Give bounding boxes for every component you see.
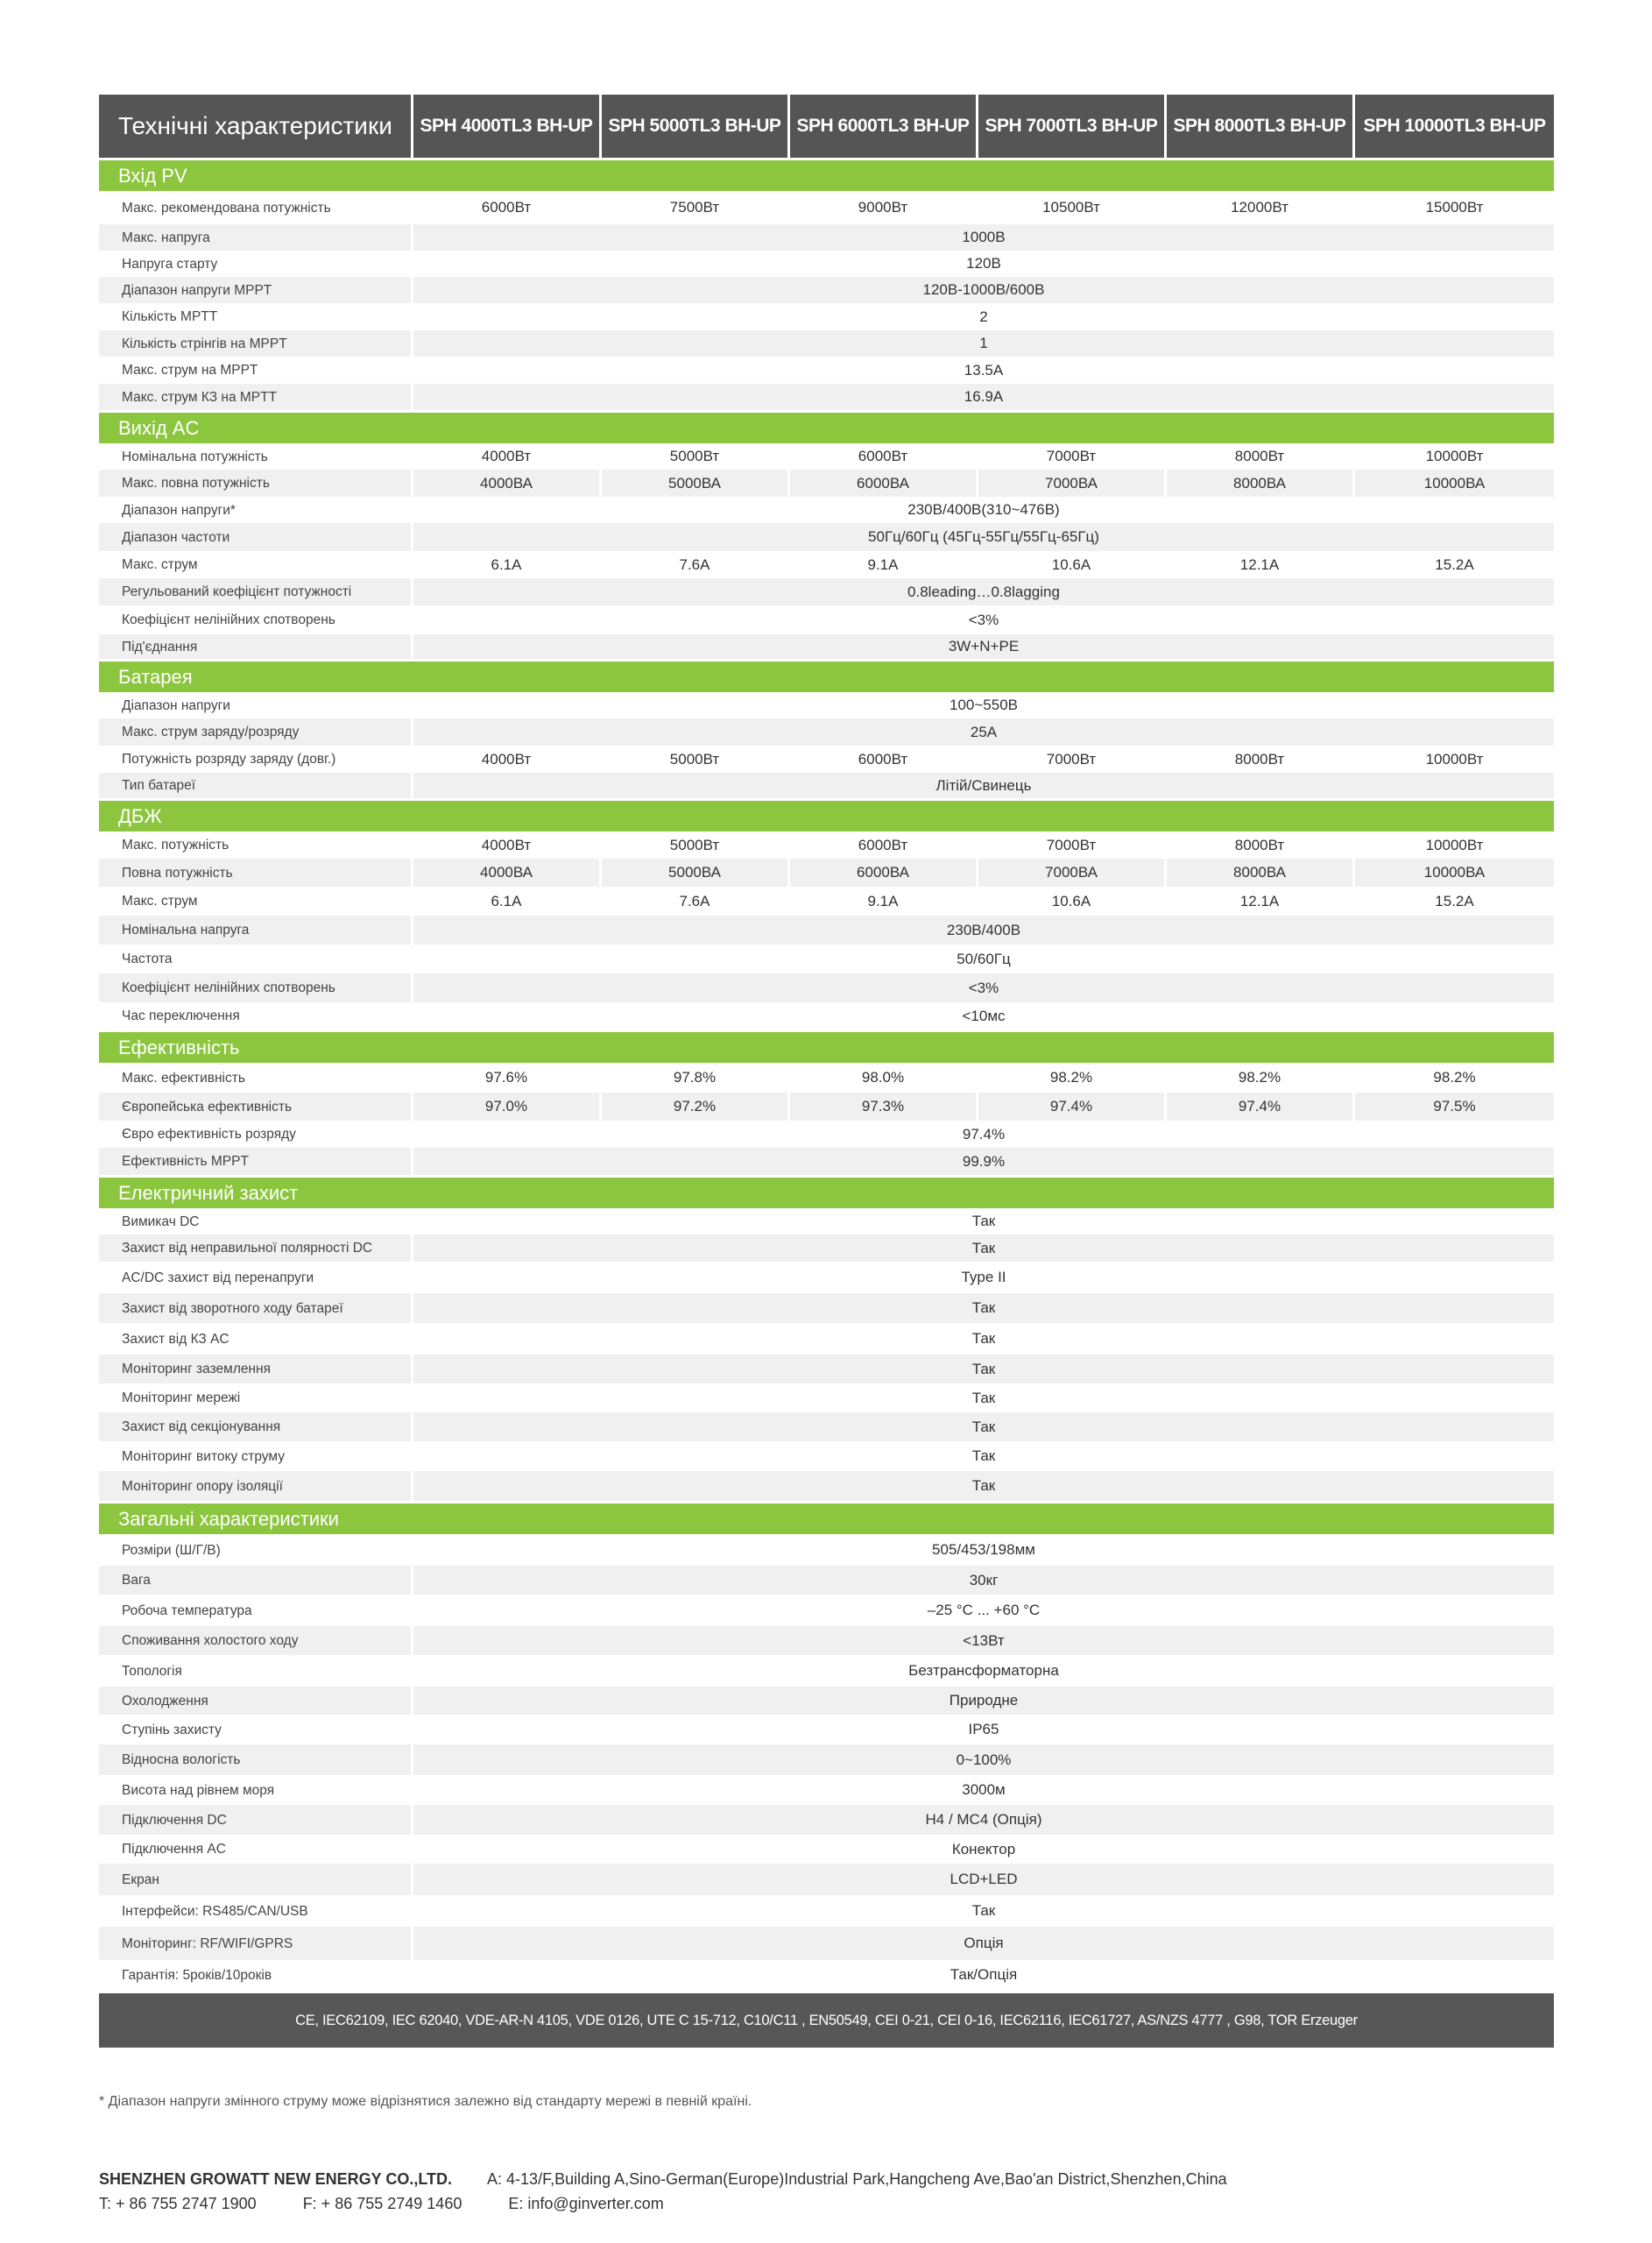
cell-value: 4000Вт — [411, 443, 599, 470]
company-line — [99, 2170, 1227, 2189]
row-label: Діапазон частоти — [122, 529, 230, 545]
phone: T: + 86 755 2747 1900 — [99, 2195, 257, 2212]
cell-value: 97.2% — [599, 1093, 787, 1121]
cell-value: 7.6A — [599, 551, 787, 578]
cell-value: 97.3% — [787, 1093, 976, 1121]
cell-value: 7000Вт — [976, 831, 1164, 859]
row-label: Кількість MPTT — [122, 309, 218, 324]
table-row — [99, 1121, 1554, 1148]
row-label: Коефіцієнт нелінійних спотворень — [122, 612, 335, 627]
row-label: Відносна вологість — [122, 1752, 241, 1767]
row-label: Коефіцієнт нелінійних спотворень — [122, 980, 335, 995]
cell-value: 97.4% — [976, 1093, 1164, 1121]
section-header: Електричний захист — [99, 1178, 1554, 1208]
row-label: Євро ефективність розряду — [122, 1127, 296, 1142]
table-row — [99, 1927, 1554, 1960]
cell-value: 8000Вт — [1164, 443, 1352, 470]
cell-value-shared: Конектор — [411, 1835, 1554, 1864]
table-row — [99, 634, 1554, 659]
cell-value-shared: Так — [411, 1383, 1554, 1412]
table-row — [99, 1002, 1554, 1030]
table-row — [99, 277, 1554, 303]
row-label: Повна потужність — [122, 865, 233, 881]
cell-value: 4000ВА — [411, 470, 599, 497]
row-label: Тип батареї — [122, 778, 196, 793]
table-row — [99, 1293, 1554, 1323]
cell-value: 6.1A — [411, 887, 599, 916]
cell-value-shared: Безтрансформаторна — [411, 1655, 1554, 1687]
cell-value-shared: 99.9% — [411, 1148, 1554, 1175]
cell-value-shared: 16.9A — [411, 384, 1554, 410]
row-label: Макс. повна потужність — [122, 476, 270, 491]
row-label: Макс. напруга — [122, 230, 210, 245]
row-label: Захист від неправильної полярності DC — [122, 1241, 373, 1256]
cell-value-shared: Так — [411, 1208, 1554, 1235]
row-label: Європейська ефективність — [122, 1099, 293, 1114]
section-header: Ефективність — [99, 1032, 1554, 1063]
cell-value: 6000ВА — [787, 470, 976, 497]
cell-value: 6000Вт — [411, 191, 599, 224]
cell-value-shared: 120В-1000В/600В — [411, 277, 1554, 303]
cell-value: 9000Вт — [787, 191, 976, 224]
cell-value-shared: Так — [411, 1412, 1554, 1441]
certifications-bar: CE, IEC62109, IEC 62040, VDE-AR-N 4105, VDE 0126, UTE C 15-712, C10/C11 , EN50549, CEI 0-21, CEI 0-16, IEC62116, IEC61727, AS/NZS 4777 , G98, TOR Erzeuger — [99, 1993, 1554, 2048]
cell-value: 10000Вт — [1352, 831, 1554, 859]
table-row — [99, 1835, 1554, 1864]
cell-value-shared: Так — [411, 1895, 1554, 1927]
cell-value-shared: 3W+N+PE — [411, 634, 1554, 659]
row-label: Макс. ефективність — [122, 1070, 245, 1086]
section-header: ДБЖ — [99, 801, 1554, 831]
cell-value: 8000ВА — [1164, 859, 1352, 887]
row-label: Номінальна напруга — [122, 923, 250, 938]
row-label: Підключення DC — [122, 1812, 227, 1828]
cell-value: 5000ВА — [599, 470, 787, 497]
table-row — [99, 357, 1554, 384]
row-label: Моніторинг: RF/WIFI/GPRS — [122, 1935, 293, 1951]
cell-value: 98.0% — [787, 1063, 976, 1093]
table-title: Технічні характеристики — [118, 112, 392, 139]
table-row — [99, 251, 1554, 277]
model-header: SPH 4000TL3 BH-UP — [411, 95, 599, 158]
cell-value: 10500Вт — [976, 191, 1164, 224]
cell-value: 12000Вт — [1164, 191, 1352, 224]
model-header: SPH 10000TL3 BH-UP — [1352, 95, 1554, 158]
cell-value-shared: <13Вт — [411, 1626, 1554, 1655]
cell-value-shared: 30кг — [411, 1566, 1554, 1595]
table-row — [99, 1775, 1554, 1805]
table-row — [99, 1960, 1554, 1990]
row-label: Вимикач DC — [122, 1213, 200, 1229]
spec-table — [99, 95, 1554, 2048]
cell-value-shared: <10мс — [411, 1002, 1554, 1030]
row-label: Інтерфейси: RS485/CAN/USB — [122, 1903, 308, 1919]
row-label: Захист від зворотного ходу батареї — [122, 1300, 343, 1316]
table-row — [99, 1208, 1554, 1235]
cell-value: 97.8% — [599, 1063, 787, 1093]
table-row — [99, 224, 1554, 251]
row-label: Споживання холостого ходу — [122, 1633, 299, 1648]
cell-value-shared: 0~100% — [411, 1744, 1554, 1775]
table-row — [99, 330, 1554, 357]
section-header: Вихід AC — [99, 413, 1554, 443]
table-row — [99, 1148, 1554, 1175]
table-row — [99, 605, 1554, 634]
row-label: Діапазон напруги MPPT — [122, 282, 272, 298]
cell-value-shared: Так — [411, 1355, 1554, 1383]
cell-value: 8000ВА — [1164, 470, 1352, 497]
row-label: Захист від секціонування — [122, 1419, 281, 1434]
row-label: Моніторинг мережі — [122, 1390, 241, 1405]
table-row — [99, 1063, 1554, 1093]
row-label: Макс. струм — [122, 557, 198, 572]
row-label: Ступінь захисту — [122, 1722, 222, 1737]
cell-value-shared: 1000В — [411, 224, 1554, 251]
table-row — [99, 1323, 1554, 1355]
cell-value-shared: 3000м — [411, 1775, 1554, 1805]
section-header: Батарея — [99, 662, 1554, 692]
section-header: Загальні характеристики — [99, 1504, 1554, 1534]
row-label: Напруга старту — [122, 256, 218, 272]
cell-value: 15.2A — [1352, 551, 1554, 578]
table-row — [99, 1471, 1554, 1501]
cell-value: 7000Вт — [976, 746, 1164, 773]
model-header: SPH 8000TL3 BH-UP — [1164, 95, 1352, 158]
cell-value-shared: 0.8leading…0.8lagging — [411, 578, 1554, 605]
table-row — [99, 551, 1554, 578]
table-row — [99, 887, 1554, 916]
cell-value: 6000Вт — [787, 746, 976, 773]
table-row — [99, 191, 1554, 224]
table-header — [99, 95, 1554, 158]
cell-value: 97.5% — [1352, 1093, 1554, 1121]
cell-value-shared: 230В/400В — [411, 916, 1554, 945]
table-row — [99, 973, 1554, 1002]
cell-value: 10000ВА — [1352, 470, 1554, 497]
table-row — [99, 303, 1554, 330]
email: E: info@ginverter.com — [508, 2195, 664, 2212]
cell-value: 6.1A — [411, 551, 599, 578]
cell-value: 5000ВА — [599, 859, 787, 887]
cell-value: 10.6A — [976, 551, 1164, 578]
cell-value: 9.1A — [787, 887, 976, 916]
table-row — [99, 1687, 1554, 1715]
row-label: Макс. струм — [122, 894, 198, 909]
model-header: SPH 6000TL3 BH-UP — [787, 95, 976, 158]
table-body — [99, 160, 1554, 1990]
cell-value-shared: 230В/400В(310~476В) — [411, 497, 1554, 523]
cell-value-shared: 120В — [411, 251, 1554, 277]
cell-value: 7.6A — [599, 887, 787, 916]
row-label: Екран — [122, 1872, 159, 1887]
cell-value: 98.2% — [976, 1063, 1164, 1093]
table-row — [99, 1566, 1554, 1595]
row-label: Макс. потужність — [122, 838, 229, 853]
cell-value-shared: Так — [411, 1235, 1554, 1262]
cell-value-shared: IP65 — [411, 1715, 1554, 1744]
cell-value: 97.4% — [1164, 1093, 1352, 1121]
cell-value-shared: Так — [411, 1441, 1554, 1471]
table-row — [99, 692, 1554, 718]
cell-value: 12.1A — [1164, 551, 1352, 578]
model-header: SPH 7000TL3 BH-UP — [976, 95, 1164, 158]
cell-value: 7000Вт — [976, 443, 1164, 470]
cell-value: 8000Вт — [1164, 831, 1352, 859]
table-row — [99, 1534, 1554, 1566]
row-label: Вага — [122, 1573, 151, 1588]
table-row — [99, 1744, 1554, 1775]
table-row — [99, 1235, 1554, 1262]
cell-value: 10.6A — [976, 887, 1164, 916]
table-row — [99, 1805, 1554, 1835]
row-label: Топологія — [122, 1663, 182, 1679]
table-row — [99, 773, 1554, 798]
row-label: Охолодження — [122, 1693, 208, 1709]
row-label: Діапазон напруги — [122, 697, 230, 713]
table-row — [99, 1715, 1554, 1744]
cell-value-shared: 13.5A — [411, 357, 1554, 384]
cell-value: 98.2% — [1164, 1063, 1352, 1093]
cell-value: 97.0% — [411, 1093, 599, 1121]
cell-value: 98.2% — [1352, 1063, 1554, 1093]
table-row — [99, 1412, 1554, 1441]
row-label: Під'єднання — [122, 639, 198, 655]
table-row — [99, 1441, 1554, 1471]
row-label: Макс. рекомендована потужність — [122, 200, 331, 216]
cell-value-shared: <3% — [411, 605, 1554, 634]
cell-value-shared: Так — [411, 1293, 1554, 1323]
table-row — [99, 1093, 1554, 1121]
model-header: SPH 5000TL3 BH-UP — [599, 95, 787, 158]
table-row — [99, 523, 1554, 551]
row-label: AC/DC захист від перенапруги — [122, 1270, 314, 1285]
table-row — [99, 1655, 1554, 1687]
row-label: Захист від КЗ AC — [122, 1331, 229, 1347]
cell-value: 9.1A — [787, 551, 976, 578]
table-row — [99, 443, 1554, 470]
company-name: SHENZHEN GROWATT NEW ENERGY CO.,LTD. — [99, 2170, 453, 2188]
cell-value: 97.6% — [411, 1063, 599, 1093]
contact-line — [99, 2195, 706, 2213]
cell-value-shared: 1 — [411, 330, 1554, 357]
row-label: Робоча температура — [122, 1603, 252, 1618]
row-label: Регульований коефіцієнт потужності — [122, 584, 352, 599]
table-row — [99, 384, 1554, 410]
cell-value: 4000Вт — [411, 746, 599, 773]
cell-value: 8000Вт — [1164, 746, 1352, 773]
row-label: Частота — [122, 952, 173, 966]
row-label: Моніторинг заземлення — [122, 1362, 271, 1376]
cell-value: 15.2A — [1352, 887, 1554, 916]
cell-value: 10000Вт — [1352, 443, 1554, 470]
cell-value: 7000ВА — [976, 470, 1164, 497]
cell-value: 4000ВА — [411, 859, 599, 887]
table-row — [99, 1895, 1554, 1927]
row-label: Ефективність MPPT — [122, 1154, 249, 1169]
cell-value: 10000Вт — [1352, 746, 1554, 773]
row-label: Висота над рівнем моря — [122, 1782, 275, 1798]
row-label: Моніторинг опору ізоляції — [122, 1478, 283, 1494]
cell-value: 15000Вт — [1352, 191, 1554, 224]
section-header: Вхід PV — [99, 160, 1554, 191]
table-row — [99, 1864, 1554, 1895]
cell-value-shared: Природне — [411, 1687, 1554, 1715]
cell-value-shared: –25 °C ... +60 °C — [411, 1595, 1554, 1626]
cell-value-shared: 2 — [411, 303, 1554, 330]
table-row — [99, 578, 1554, 605]
footnote: * Діапазон напруги змінного струму може відрізнятися залежно від стандарту мережі в певній країні. — [99, 2094, 752, 2109]
cell-value-shared: Type II — [411, 1262, 1554, 1293]
table-row — [99, 470, 1554, 497]
cell-value-shared: Так — [411, 1471, 1554, 1501]
row-label: Макс. струм на MPPT — [122, 363, 258, 378]
table-row — [99, 859, 1554, 887]
row-label: Потужність розряду заряду (довг.) — [122, 752, 336, 767]
table-row — [99, 1355, 1554, 1383]
cell-value-shared: Опція — [411, 1927, 1554, 1960]
row-label: Діапазон напруги* — [122, 502, 236, 518]
cell-value: 7000ВА — [976, 859, 1164, 887]
row-label: Розміри (Ш/Г/В) — [122, 1542, 221, 1558]
cell-value-shared: Літій/Свинець — [411, 773, 1554, 798]
row-label: Макс. струм КЗ на MPTT — [122, 389, 278, 405]
table-row — [99, 1626, 1554, 1655]
cell-value-shared: <3% — [411, 973, 1554, 1002]
row-label: Кількість стрінгів на MPPT — [122, 336, 287, 351]
table-row — [99, 1595, 1554, 1626]
company-address: A: 4-13/F,Building A,Sino-German(Europe)Industrial Park,Hangcheng Ave,Bao'an District,Shenzhen,China — [487, 2170, 1227, 2188]
cell-value: 10000ВА — [1352, 859, 1554, 887]
cell-value: 5000Вт — [599, 831, 787, 859]
table-row — [99, 945, 1554, 973]
cell-value-shared: 50/60Гц — [411, 945, 1554, 973]
cell-value-shared: 25A — [411, 718, 1554, 746]
cell-value-shared: 505/453/198мм — [411, 1534, 1554, 1566]
cell-value: 6000ВА — [787, 859, 976, 887]
table-row — [99, 746, 1554, 773]
cell-value-shared: Так/Опція — [411, 1960, 1554, 1990]
table-row — [99, 1383, 1554, 1412]
cell-value-shared: H4 / MC4 (Опція) — [411, 1805, 1554, 1835]
fax: F: + 86 755 2749 1460 — [302, 2195, 462, 2212]
row-label: Гарантія: 5років/10років — [122, 1967, 272, 1983]
cell-value-shared: Так — [411, 1323, 1554, 1355]
cell-value: 6000Вт — [787, 831, 976, 859]
cell-value: 5000Вт — [599, 443, 787, 470]
cell-value: 4000Вт — [411, 831, 599, 859]
cell-value: 5000Вт — [599, 746, 787, 773]
table-row — [99, 1262, 1554, 1293]
table-row — [99, 831, 1554, 859]
row-label: Макс. струм заряду/розряду — [122, 725, 300, 739]
row-label: Номінальна потужність — [122, 449, 268, 464]
table-row — [99, 916, 1554, 945]
cell-value-shared: 97.4% — [411, 1121, 1554, 1148]
cell-value-shared: 100~550В — [411, 692, 1554, 718]
table-row — [99, 718, 1554, 746]
table-row — [99, 497, 1554, 523]
row-label: Моніторинг витоку струму — [122, 1448, 285, 1464]
row-label: Час переключення — [122, 1008, 240, 1023]
cell-value-shared: 50Гц/60Гц (45Гц-55Гц/55Гц-65Гц) — [411, 523, 1554, 551]
cell-value: 7500Вт — [599, 191, 787, 224]
cell-value: 12.1A — [1164, 887, 1352, 916]
cell-value: 6000Вт — [787, 443, 976, 470]
cell-value-shared: LCD+LED — [411, 1864, 1554, 1895]
row-label: Підключення AC — [122, 1842, 226, 1857]
